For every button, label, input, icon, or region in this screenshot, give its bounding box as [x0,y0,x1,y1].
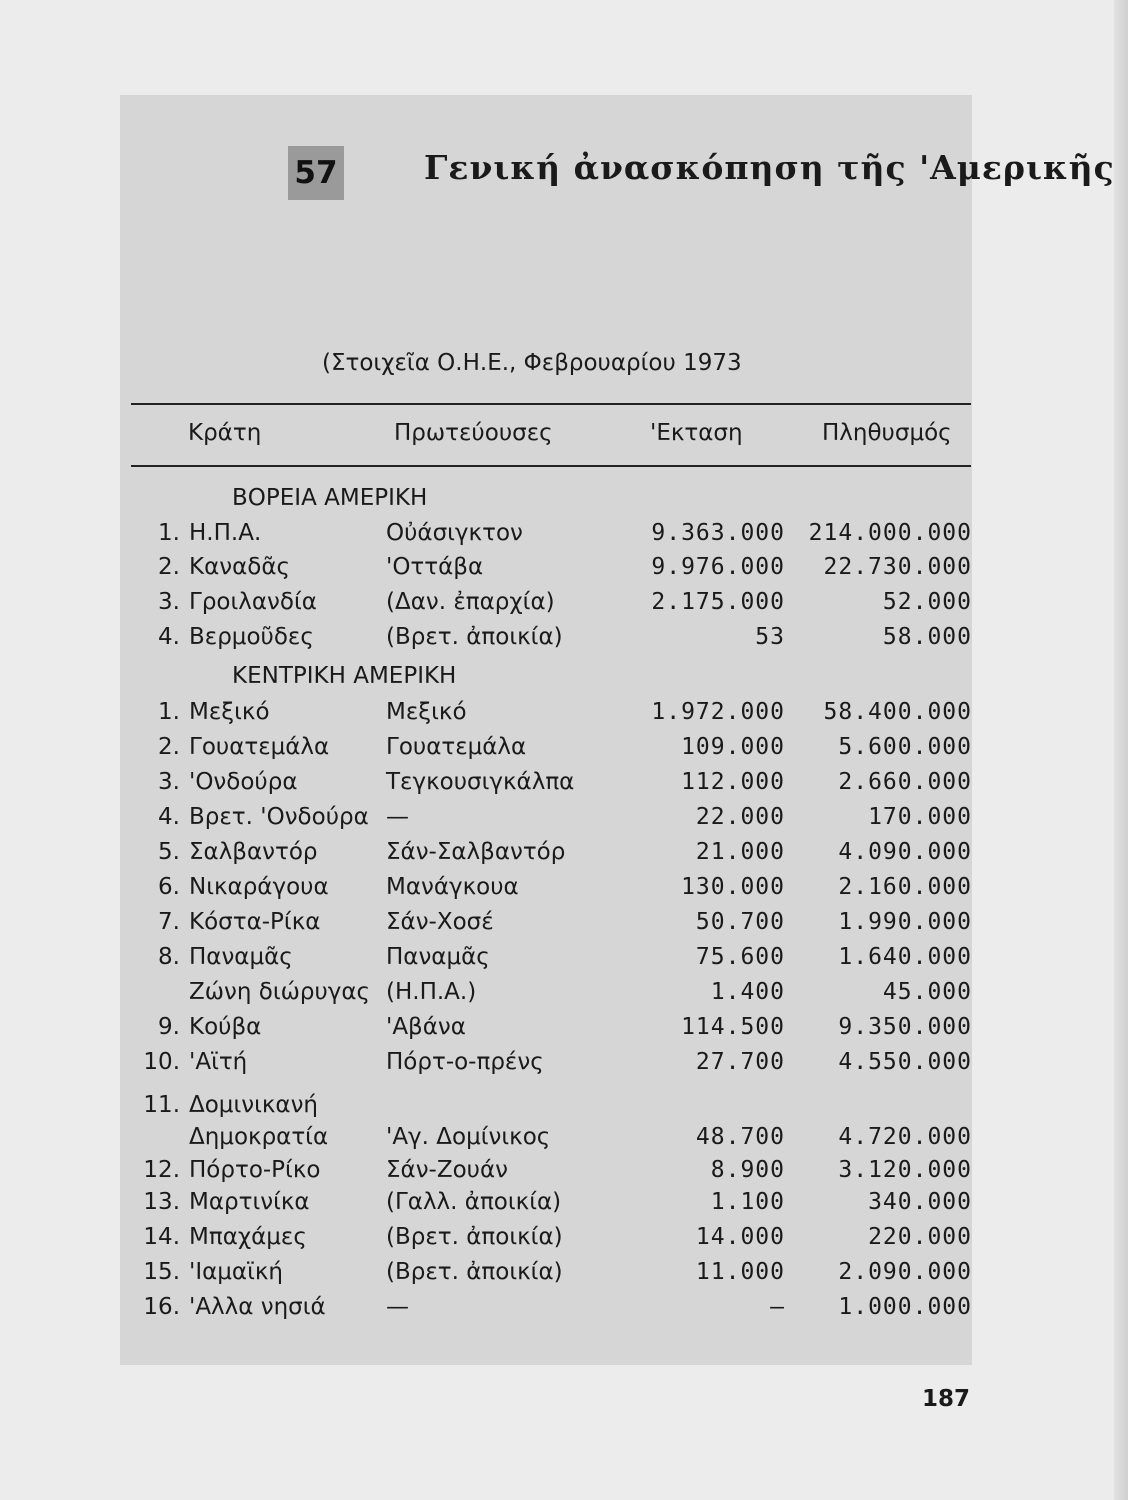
row-capital: (Βρετ. ἀποικία) [386,1259,563,1285]
row-capital: (Βρετ. ἀποικία) [386,624,563,650]
row-population: 214.000.000 [808,520,972,546]
row-number: 13. [143,1189,180,1215]
row-area: 53 [755,624,785,650]
table-row [0,1124,1128,1158]
row-area: 114.500 [681,1014,785,1040]
row-state: Γροιλανδία [189,589,317,615]
row-capital: Πόρτ-ο-πρένς [386,1049,544,1075]
row-state: Καναδᾶς [189,554,290,580]
row-number: 16. [143,1294,180,1320]
header-population: Πληθυσμός [822,420,952,446]
row-area: 112.000 [681,769,785,795]
row-population: 4.720.000 [838,1124,972,1150]
table-row [0,874,1128,908]
row-state: 'Ονδούρα [189,769,298,795]
row-area: 1.100 [710,1189,785,1215]
row-state: Μπαχάμες [189,1224,307,1250]
row-capital: Μεξικό [386,699,467,725]
row-capital: 'Αγ. Δομίνικος [386,1124,551,1150]
row-number: 10. [143,1049,180,1075]
row-number: 2. [158,734,180,760]
row-capital: Σάν-Σαλβαντόρ [386,839,566,865]
row-area: 9.976.000 [651,554,785,580]
row-population: 4.090.000 [838,839,972,865]
row-number: 12. [143,1157,180,1183]
row-population: 3.120.000 [838,1157,972,1183]
row-state: 'Ιαμαϊκή [189,1259,283,1285]
row-population: 220.000 [868,1224,972,1250]
table-row [0,1259,1128,1293]
row-capital: Σάν-Ζουάν [386,1157,508,1183]
row-population: 1.000.000 [838,1294,972,1320]
table-row [0,804,1128,838]
table-row [0,979,1128,1013]
table-row [0,944,1128,978]
row-area: 2.175.000 [651,589,785,615]
table-row [0,734,1128,768]
row-capital: 'Αβάνα [386,1014,466,1040]
row-area: 50.700 [695,909,785,935]
table-row [0,1157,1128,1191]
row-capital: Γουατεμάλα [386,734,527,760]
row-capital: Σάν-Χοσέ [386,909,494,935]
row-population: 1.640.000 [838,944,972,970]
section-central-america: ΚΕΝΤΡΙΚΗ ΑΜΕΡΙΚΗ [232,663,457,689]
table-header-rule [131,465,971,467]
row-area: 1.400 [710,979,785,1005]
row-area: 27.700 [695,1049,785,1075]
row-area: 48.700 [695,1124,785,1150]
table-row [0,520,1128,554]
header-states: Κράτη [188,420,262,446]
row-area: — [770,1294,785,1320]
row-population: 170.000 [868,804,972,830]
row-population: 2.160.000 [838,874,972,900]
row-state: Βρετ. 'Ονδούρα [189,804,369,830]
row-number: 15. [143,1259,180,1285]
table-row [0,589,1128,623]
row-area: 21.000 [695,839,785,865]
row-state: Ζώνη διώρυγας [189,979,371,1005]
row-number: 2. [158,554,180,580]
row-population: 5.600.000 [838,734,972,760]
row-capital: — [386,1294,409,1320]
row-number: 1. [158,699,180,725]
row-number: 11. [143,1092,180,1118]
row-capital: Τεγκουσιγκάλπα [386,769,575,795]
row-population: 340.000 [868,1189,972,1215]
row-population: 9.350.000 [838,1014,972,1040]
row-number: 6. [158,874,180,900]
section-north-america: ΒΟΡΕΙΑ ΑΜΕΡΙΚΗ [232,485,428,511]
row-state: Δημοκρατία [189,1124,329,1150]
table-row [0,1014,1128,1048]
row-population: 2.090.000 [838,1259,972,1285]
row-area: 109.000 [681,734,785,760]
table-top-rule [131,403,971,405]
page-title: Γενική ἀνασκόπηση τῆς 'Αμερικῆς [424,148,1115,187]
row-number: 7. [158,909,180,935]
row-area: 22.000 [695,804,785,830]
table-row [0,1294,1128,1328]
row-population: 45.000 [882,979,972,1005]
row-number: 8. [158,944,180,970]
row-state: Σαλβαντόρ [189,839,318,865]
page-number: 187 [922,1386,971,1412]
row-state: Παναμᾶς [189,944,293,970]
row-state: Βερμοῦδες [189,624,314,650]
row-state: Δομινικανή [189,1092,318,1118]
row-capital: (Η.Π.Α.) [386,979,477,1005]
row-population: 52.000 [882,589,972,615]
row-population: 2.660.000 [838,769,972,795]
row-number: 4. [158,624,180,650]
row-state: 'Αλλα νησιά [189,1294,326,1320]
table-row [0,1224,1128,1258]
row-state: Η.Π.Α. [189,520,262,546]
row-area: 14.000 [695,1224,785,1250]
row-number: 3. [158,589,180,615]
row-state: Γουατεμάλα [189,734,330,760]
table-row [0,769,1128,803]
row-capital: (Βρετ. ἀποικία) [386,1224,563,1250]
row-capital: Παναμᾶς [386,944,490,970]
row-area: 1.972.000 [651,699,785,725]
row-capital: Μανάγκουα [386,874,519,900]
row-number: 3. [158,769,180,795]
row-area: 11.000 [695,1259,785,1285]
row-capital: Οὐάσιγκτον [386,520,523,546]
table-row [0,554,1128,588]
table-row [0,1092,1128,1126]
header-area: 'Εκταση [650,420,743,446]
table-row [0,699,1128,733]
chapter-number-box: 57 [288,146,344,200]
row-state: Κούβα [189,1014,262,1040]
row-population: 58.400.000 [823,699,972,725]
table-row [0,909,1128,943]
source-note: (Στοιχεῖα Ο.Η.Ε., Φεβρουαρίου 1973 [322,350,742,376]
row-population: 4.550.000 [838,1049,972,1075]
row-area: 75.600 [695,944,785,970]
row-state: Μαρτινίκα [189,1189,310,1215]
row-capital: — [386,804,409,830]
row-capital: (Δαν. ἐπαρχία) [386,589,555,615]
row-capital: 'Οττάβα [386,554,484,580]
row-number: 9. [158,1014,180,1040]
row-state: Κόστα-Ρίκα [189,909,321,935]
table-row [0,1049,1128,1083]
row-area: 130.000 [681,874,785,900]
table-row [0,839,1128,873]
row-number: 5. [158,839,180,865]
row-area: 9.363.000 [651,520,785,546]
row-state: Πόρτο-Ρίκο [189,1157,321,1183]
row-number: 14. [143,1224,180,1250]
row-population: 1.990.000 [838,909,972,935]
row-population: 58.000 [882,624,972,650]
row-state: Μεξικό [189,699,270,725]
row-number: 4. [158,804,180,830]
row-capital: (Γαλλ. ἀποικία) [386,1189,562,1215]
row-population: 22.730.000 [823,554,972,580]
row-area: 8.900 [710,1157,785,1183]
table-row [0,624,1128,658]
table-row [0,1189,1128,1223]
row-state: Νικαράγουα [189,874,329,900]
header-capitals: Πρωτεύουσες [394,420,553,446]
row-number: 1. [158,520,180,546]
row-state: 'Αϊτή [189,1049,248,1075]
